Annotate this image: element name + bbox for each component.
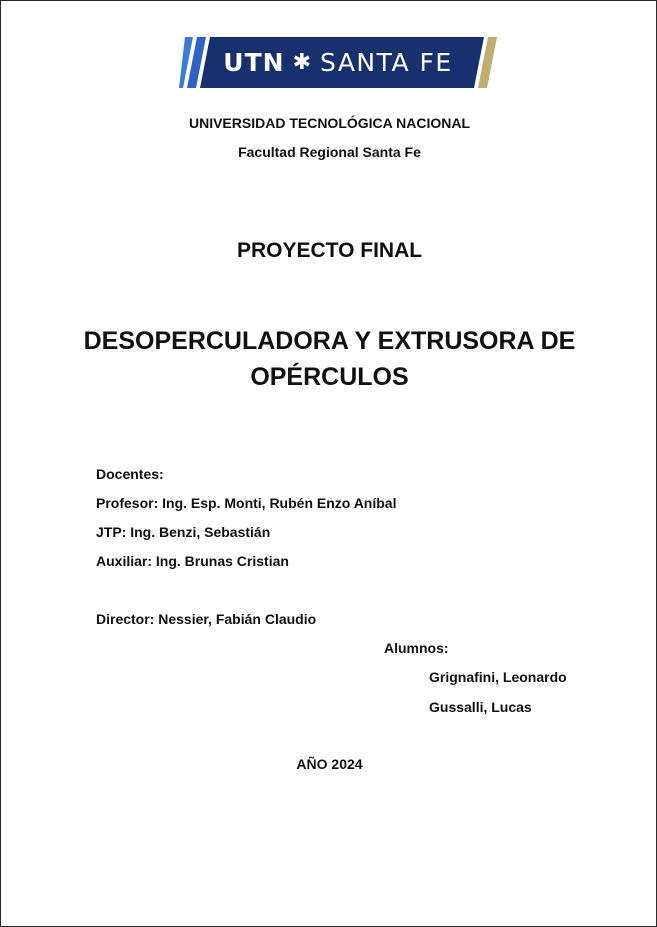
project-title [1,323,657,395]
logo-text [179,36,497,89]
project-title-line-1: DESOPERCULADORA Y EXTRUSORA DE [83,327,576,355]
jtp-line: JTP: Ing. Benzi, Sebastián [96,524,271,540]
project-label: PROYECTO FINAL [236,239,423,262]
student-name: Grignafini, Leonardo [429,669,567,685]
year: AÑO 2024 [296,756,363,772]
logo-city-text: SANTA FE [320,48,453,77]
alumnos-heading: Alumnos: [384,640,449,656]
student-name: Gussalli, Lucas [429,699,532,715]
docentes-heading: Docentes: [96,466,164,482]
faculty-name: Facultad Regional Santa Fe [238,144,421,160]
logo-utn-text: UTN [223,48,285,77]
project-title-line-2: OPÉRCULOS [250,363,409,391]
university-name: UNIVERSIDAD TECNOLÓGICA NACIONAL [188,115,471,131]
utn-santa-fe-logo [179,36,497,89]
profesor-line: Profesor: Ing. Esp. Monti, Rubén Enzo Aníbal [96,495,397,511]
director-line: Director: Nessier, Fabián Claudio [96,611,317,627]
auxiliar-line: Auxiliar: Ing. Brunas Cristian [96,553,289,569]
logo-asterisk-icon: ✱ [292,50,312,75]
